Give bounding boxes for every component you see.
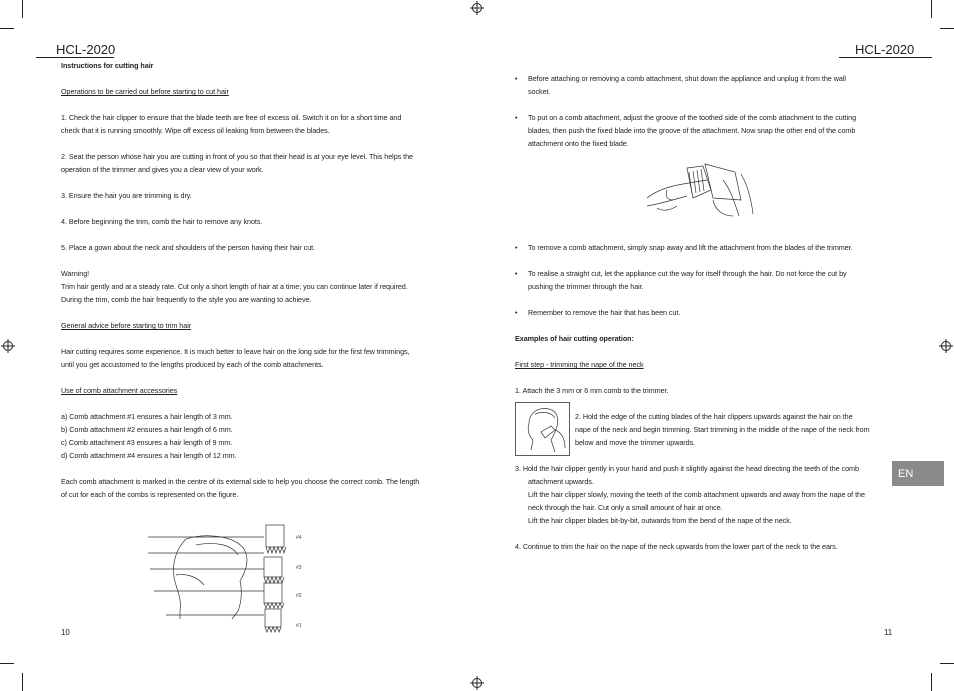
- crop-mark: [940, 663, 954, 664]
- subheading-comb-attachments: Use of comb attachment accessories: [61, 386, 178, 395]
- advice-text: Hair cutting requires some experience. It is much better to leave hair on the long side for the first few trimmings, until you get accustomed to the lengths produced by each of the comb attachments.: [61, 347, 410, 369]
- bullet-item: • Remember to remove the hair that has been cut.: [515, 308, 681, 317]
- first-step-heading: First step - trimming the nape of the neck: [515, 360, 644, 369]
- examples-heading: Examples of hair cutting operation:: [515, 334, 634, 343]
- language-tab: EN: [892, 461, 944, 486]
- comb-label: #3: [296, 565, 302, 571]
- registration-mark-icon: [1, 339, 15, 353]
- subheading-operations: Operations to be carried out before starting to cut hair: [61, 87, 229, 96]
- section-heading: Instructions for cutting hair: [61, 61, 154, 70]
- list-item: c) Comb attachment #3 ensures a hair length of 9 mm.: [61, 437, 233, 447]
- comb-label: #2: [296, 593, 302, 599]
- list-item: d) Comb attachment #4 ensures a hair length of 12 mm.: [61, 450, 237, 460]
- bullet-item: • To realise a straight cut, let the appliance cut the way for itself through the hair. Do not force the cut by pushing the trimmer through the hair.: [515, 269, 847, 291]
- bullet-item: • To put on a comb attachment, adjust the groove of the toothed side of the comb attachment to the cutting blades, then push the fixed blade into the groove of the attachment. Now snap the other end of the comb attachment onto the fixed blade.: [515, 113, 857, 148]
- example-step-3: 3. Hold the hair clipper gently in your hand and push it slightly against the head directing the teeth of the comb attachment upwards. Lift the hair clipper slowly, moving the teeth of the comb attachment upwards and away from the nape of the neck through the hair. Cut only a small amount of hair at once. Lift the hair clipper blades bit-by-bit, outwards from the bend of the nape of the neck.: [515, 464, 865, 525]
- subheading-advice: General advice before starting to trim hair: [61, 321, 192, 330]
- example-step-1: 1. Attach the 3 mm or 6 mm comb to the trimmer.: [515, 386, 669, 395]
- crop-mark: [0, 28, 14, 29]
- step-1: 1. Check the hair clipper to ensure that the blade teeth are free of excess oil. Switch it on for a short time and check that it is running smoothly. Wipe off excess oil leaking from between the blades.: [61, 113, 402, 135]
- model-header-left: HCL-2020: [56, 42, 116, 57]
- header-rule-left: [36, 57, 114, 58]
- header-rule-right: [839, 57, 932, 58]
- example-step-2: 2. Hold the edge of the cutting blades of the hair clippers upwards against the hair on the nape of the neck and begin trimming. Start trimming in the middle of the nape of the neck from below and move the trimmer upwards.: [575, 412, 870, 447]
- bullet-item: • Before attaching or removing a comb attachment, shut down the appliance and unplug it from the wall socket.: [515, 74, 846, 96]
- list-item: b) Comb attachment #2 ensures a hair length of 6 mm.: [61, 424, 233, 434]
- page-number-right: 11: [884, 628, 893, 637]
- crop-mark: [931, 0, 932, 18]
- step-4: 4. Before beginning the trim, comb the hair to remove any knots.: [61, 217, 263, 226]
- model-header-right: HCL-2020: [855, 42, 915, 57]
- comb-list: [61, 411, 237, 463]
- crop-mark: [0, 663, 14, 664]
- step-5: 5. Place a gown about the neck and shoulders of the person having their hair cut.: [61, 243, 316, 252]
- registration-mark-icon: [939, 339, 953, 353]
- step-2: 2. Seat the person whose hair you are cutting in front of you so that their head is at your eye level. This helps the operation of the trimmer and gives you a clear view of your work.: [61, 152, 414, 174]
- crop-mark: [22, 0, 23, 18]
- step-3: 3. Ensure the hair you are trimming is dry.: [61, 191, 192, 200]
- registration-mark-icon: [470, 1, 484, 15]
- attach-comb-illustration: [643, 160, 755, 228]
- nape-trimming-illustration: [515, 402, 570, 456]
- list-item: a) Comb attachment #1 ensures a hair length of 3 mm.: [61, 412, 233, 421]
- warning-block: Warning! Trim hair gently and at a steady rate. Cut only a short length of hair at a time; you can continue later if required. During the trim, comb the hair frequently to the style you are wanting to achieve.: [61, 269, 408, 304]
- crop-mark: [931, 673, 932, 691]
- comb-label: #4: [296, 535, 302, 541]
- registration-mark-icon: [470, 676, 484, 690]
- page-number-left: 10: [61, 628, 70, 637]
- crop-mark: [22, 673, 23, 691]
- comb-note: Each comb attachment is marked in the centre of its external side to help you choose the correct comb. The length of cut for each of the combs is represented on the figure.: [61, 477, 420, 499]
- example-step-4: 4. Continue to trim the hair on the nape of the neck upwards from the lower part of the neck to the ears.: [515, 542, 838, 551]
- comb-length-figure: [146, 515, 316, 635]
- bullet-item: • To remove a comb attachment, simply snap away and lift the attachment from the blades of the trimmer.: [515, 243, 853, 252]
- crop-mark: [940, 28, 954, 29]
- comb-label: #1: [296, 623, 302, 629]
